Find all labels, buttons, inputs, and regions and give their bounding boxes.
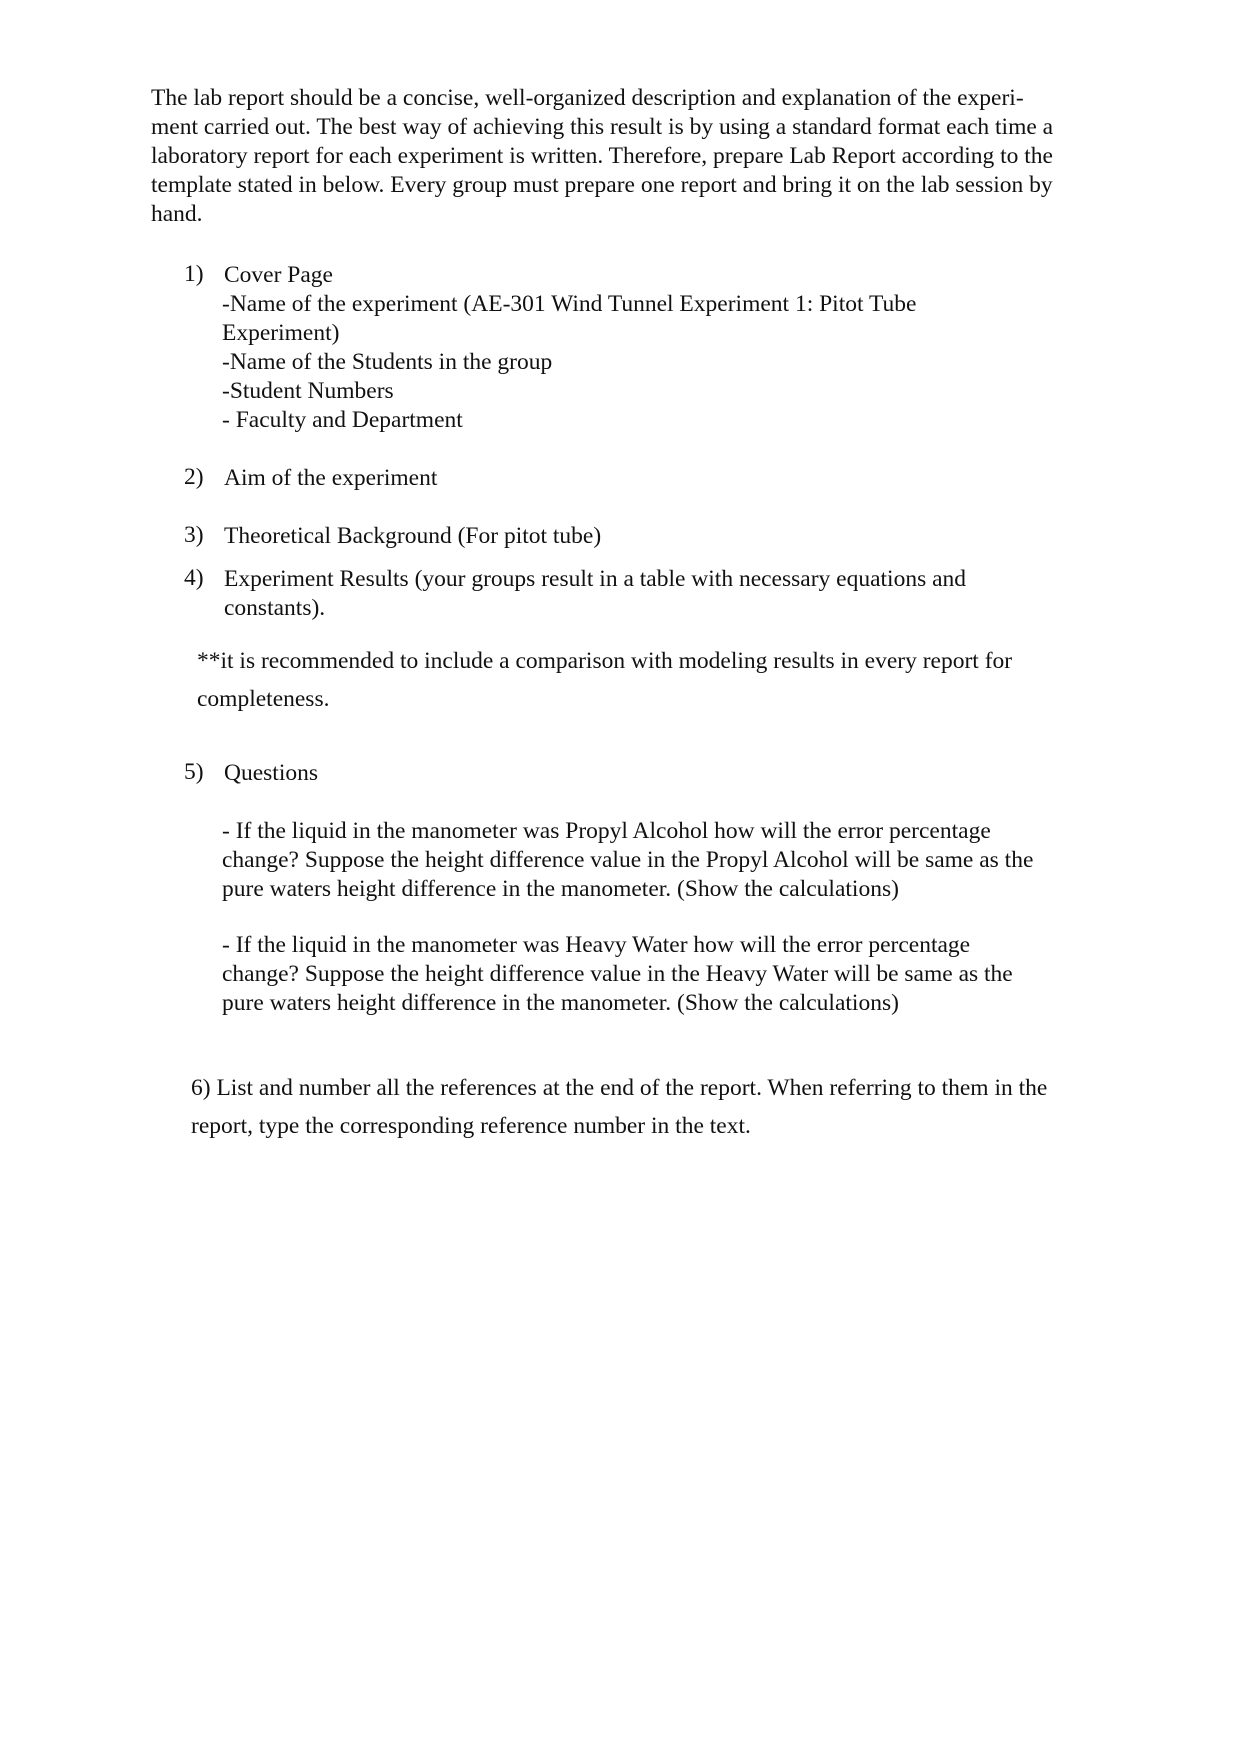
question-line: change? Suppose the height difference value in the Propyl Alcohol will be same as the	[222, 847, 1034, 873]
detail-line: -Name of the Students in the group	[222, 349, 553, 375]
cover-page-details	[222, 290, 916, 435]
item-title: Cover Page	[224, 262, 333, 288]
results-line: Experiment Results (your groups result in a table with necessary equations and	[224, 566, 967, 592]
item-title: Questions	[224, 760, 318, 786]
question-line: - If the liquid in the manometer was Propyl Alcohol how will the error percentage	[222, 818, 991, 844]
intro-line: laboratory report for each experiment is written. Therefore, prepare Lab Report according to the	[151, 143, 1053, 169]
note-line: **it is recommended to include a comparison with modeling results in every report for	[197, 648, 1013, 674]
question-2	[222, 931, 1013, 1018]
intro-line: The lab report should be a concise, well-organized description and explanation of the experi-	[151, 85, 1024, 111]
item-number: 5)	[184, 759, 204, 785]
note-line: completeness.	[197, 686, 330, 712]
detail-line: -Student Numbers	[222, 378, 394, 404]
references-paragraph	[191, 1069, 1047, 1145]
question-line: pure waters height difference in the manometer. (Show the calculations)	[222, 990, 899, 1016]
detail-line: -Name of the experiment (AE-301 Wind Tunnel Experiment 1: Pitot Tube	[222, 291, 917, 317]
question-1	[222, 817, 1033, 904]
references-line: 6) List and number all the references at the end of the report. When referring to them in the	[191, 1075, 1048, 1101]
detail-line: - Faculty and Department	[222, 407, 463, 433]
recommendation-note	[197, 642, 1012, 718]
intro-line: ment carried out. The best way of achieving this result is by using a standard format each time a	[151, 114, 1054, 140]
item-number: 1)	[184, 261, 204, 287]
item-title: Theoretical Background (For pitot tube)	[224, 523, 602, 549]
question-line: pure waters height difference in the manometer. (Show the calculations)	[222, 876, 899, 902]
intro-paragraph	[151, 84, 1111, 229]
question-line: - If the liquid in the manometer was Heavy Water how will the error percentage	[222, 932, 971, 958]
item-title: Aim of the experiment	[224, 465, 438, 491]
question-line: change? Suppose the height difference value in the Heavy Water will be same as the	[222, 961, 1013, 987]
intro-line: template stated in below. Every group must prepare one report and bring it on the lab session by	[151, 172, 1053, 198]
results-line: constants).	[224, 595, 326, 621]
results-text	[224, 565, 966, 623]
references-line: report, type the corresponding reference number in the text.	[191, 1113, 751, 1139]
item-number: 3)	[184, 522, 204, 548]
detail-line: Experiment)	[222, 320, 340, 346]
item-number: 4)	[184, 565, 204, 591]
item-number: 2)	[184, 464, 204, 490]
intro-line: hand.	[151, 201, 203, 227]
